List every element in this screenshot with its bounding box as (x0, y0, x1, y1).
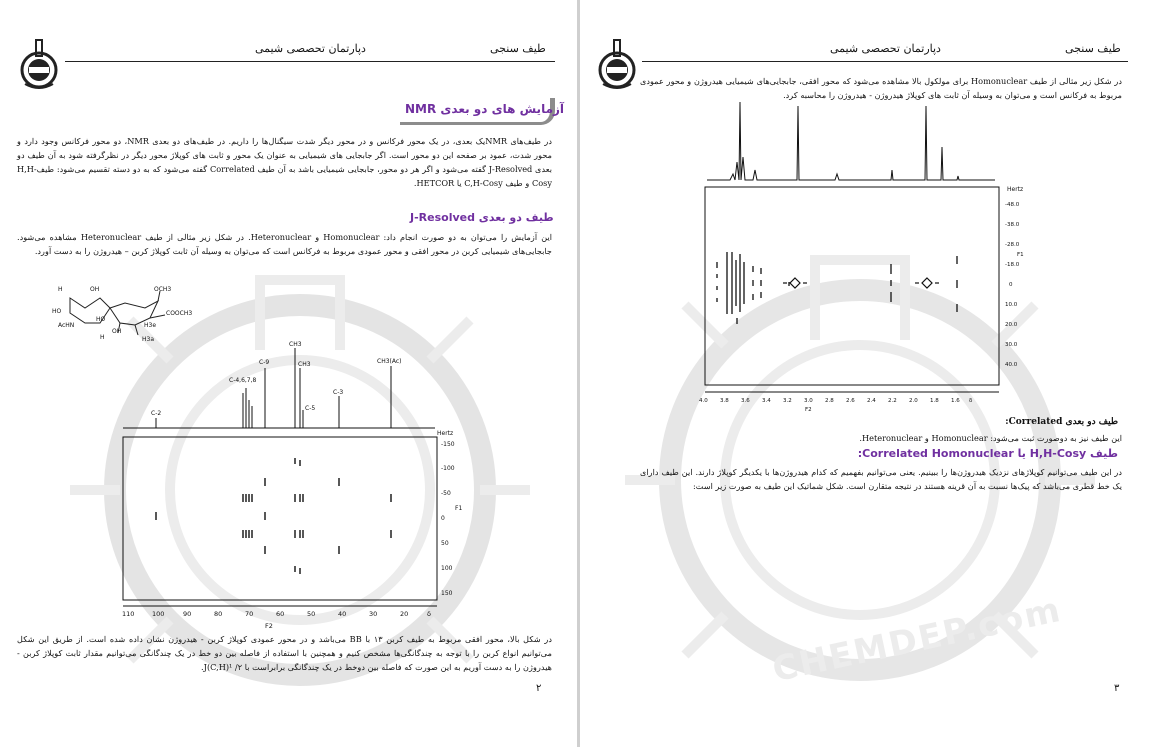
x-tick: 50 (307, 610, 316, 618)
x-tick: 4.0 (699, 398, 708, 404)
y-tick: 10.0 (1005, 302, 1018, 308)
mol-label-h: H (58, 286, 63, 293)
y-axis-ticks (441, 441, 462, 597)
mol-label-h-2: H (100, 334, 105, 341)
paragraph-intro: در طیف‌های NMRیک بعدی، در یک محور فرکانس و در محور دیگر شدت سیگنال‌ها را داریم. در طیف‌های دو بعدی NMR، دو محور فرکانس وجود دارد و محور شدت، عمود بر صفحه این دو محور است. اگر جابجایی های شیمیایی به عنوان یک محور و ثابت های کوپلاژ محور دیگر در نظرگرفته شود به آن طیف دو بعدی J-Resolved گفته می‌شود و اگر هر دو محور، جابجایی شیمیایی باشد به آن طیف Correlated گفته می‌شود که به دو دسته تقسیم می‌شود: طیفH,H-Cosy و طیف C,H-Cosy یا HETCOR. (17, 136, 553, 188)
header-department: دپارتمان تحصصی شیمی (255, 42, 366, 55)
chemdep-logo-icon (20, 40, 58, 90)
mol-label-oh: OH (90, 286, 100, 293)
y-tick: -48.0 (1005, 202, 1020, 208)
x-tick: 90 (183, 610, 192, 618)
f2-axis-label: F2 (265, 622, 273, 630)
y-tick: 150 (441, 590, 453, 597)
y-tick: 30.0 (1005, 342, 1018, 348)
x-tick: 2.8 (825, 398, 834, 404)
peak-label-c5: C-5 (305, 405, 316, 412)
y-tick: -150 (441, 441, 455, 448)
j-resolved-spectrum-chart (115, 338, 465, 632)
y-tick: 0 (1009, 282, 1013, 288)
y-tick: 20.0 (1005, 322, 1018, 328)
f1-axis-label: F1 (455, 505, 463, 512)
y-tick: -100 (441, 465, 455, 472)
paragraph-correlated: این طیف نیز به دوصورت ثبت می‌شود: Homonuclear و Heteronuclear. (859, 433, 1122, 443)
page-3 (580, 0, 1156, 747)
mol-label-ho-2: HO (96, 316, 106, 323)
x-tick: 1.6 (951, 398, 960, 404)
header-department: دپارتمان تحصصی شیمی (830, 42, 941, 55)
header-subject: طیف سنجی (490, 42, 546, 55)
molecule-structure-figure (50, 283, 210, 345)
x-tick: 110 (122, 610, 135, 618)
homonuclear-spectrum-chart (699, 102, 1025, 414)
y-tick: 0 (441, 515, 445, 522)
x-axis-ticks (699, 398, 973, 413)
x-tick: 30 (369, 610, 378, 618)
mol-label-oh-2: OH (112, 328, 122, 335)
y-tick: 100 (441, 565, 453, 572)
hertz-label: Hertz (437, 430, 454, 437)
page-number: ۳ (1114, 683, 1120, 694)
page-number: ۲ (536, 683, 542, 694)
paragraph-homonuclear: در شکل زیر مثالی از طیف Homonuclear برای مولکول بالا مشاهده می‌شود که محور افقی، جابجایی‌های شیمیایی هیدروژن و محور عمودی مربوط به فرکانس است و می‌توان به وسیله آن ثابت های کوپلاژ هیدروژن - هیدروژن را محاسبه کرد. (640, 76, 1122, 100)
y-tick: 40.0 (1005, 362, 1018, 368)
x-tick: 3.2 (783, 398, 792, 404)
mol-label-och3: OCH3 (154, 286, 172, 293)
paragraph-figure-explanation: در شکل بالا، محور افقی مربوط به طیف کربن ۱۳ با BB می‌باشد و در محور عمودی کوپلاژ کربن - هیدروژن نشان داده شده است. از طریق این شکل می‌توانیم انواع کربن را با توجه به چندگانگی‌ها مشخص کنیم و همچنین با استفاده از فاصله بین دو خط در یک چندگانگی می‌توانیم مقدار ثابت کوپلاژ کربن - هیدروژن را به دست آوریم به این صورت که فاصله بین دوخط در یک چندگانگی برابراست با ۲/ J(C,H)¹. (17, 634, 552, 672)
correlated-title: طیف دو بعدی Correlated: (1005, 417, 1118, 427)
hertz-label: Hertz (1007, 186, 1024, 193)
x-tick: δ (969, 398, 973, 404)
cosy-title: طیف H,H-Cosy یا Correlated Homonuclear: (857, 447, 1118, 460)
page-2 (0, 0, 577, 747)
peak-label-ch3-a: CH3 (289, 341, 302, 348)
paragraph-cosy: در این طیف می‌توانیم کوپلاژهای نزدیک هیدروژن‌ها را ببینیم. یعنی می‌توانیم بفهمیم که کدام هیدروژن‌ها با یکدیگر کوپلاژ دارند. این طیف دارای یک خط قطری می‌باشد که پیک‌ها نسبت به آن قرینه هستند در نتیجه متقارن است. شکل شماتیک این طیف به صورت زیر است: (640, 467, 1122, 491)
subsection-title: طیف دو بعدی J-Resolved (410, 211, 554, 224)
peak-label-ch3-b: CH3 (298, 361, 311, 368)
x-tick: 3.0 (804, 398, 813, 404)
mol-label-cooch3: COOCH3 (166, 310, 193, 317)
y-tick: -50 (441, 490, 451, 497)
peak-label-ch3ac: CH3(Ac) (377, 358, 402, 365)
mol-label-h3a: H3a (142, 336, 155, 343)
x-tick: δ (427, 610, 431, 618)
x-tick: 2.6 (846, 398, 855, 404)
watermark-text: CHEMDEP.com (769, 589, 1066, 691)
y-tick: -18.0 (1005, 262, 1020, 268)
y-tick: -28.0 (1005, 242, 1020, 248)
x-tick: 1.8 (930, 398, 939, 404)
x-tick: 3.6 (741, 398, 750, 404)
peak-label-c3: C-3 (333, 389, 344, 396)
f2-axis-label: F2 (805, 407, 812, 413)
peak-label-c9: C-9 (259, 359, 270, 366)
header-rule (642, 61, 1128, 62)
header-subject: طیف سنجی (1065, 42, 1121, 55)
mol-label-h3e: H3e (144, 322, 157, 329)
chemdep-logo-icon (598, 40, 636, 90)
x-tick: 80 (214, 610, 223, 618)
header-rule (65, 61, 555, 62)
x-tick: 70 (245, 610, 254, 618)
paragraph-j-resolved: این آزمایش را می‌توان به دو صورت انجام داد: Homonuclear و Heteronuclear. در شکل زیر مثالی از طیف Heteronuclear مشاهده می‌شود. جابجایی‌های شیمیایی کربن در محور افقی و محور عمودی مربوط به فرکانس است که می‌توان به وسیله آن ثابت کوپلاژ کربن – هیدروژن را به دست آورد. (17, 232, 553, 256)
x-tick: 2.4 (867, 398, 876, 404)
x-tick: 60 (276, 610, 285, 618)
x-tick: 20 (400, 610, 409, 618)
mol-label-achn: AcHN (58, 322, 75, 329)
peak-label-c2: C-2 (151, 410, 162, 417)
y-axis-ticks (1005, 202, 1024, 368)
y-tick: -38.0 (1005, 222, 1020, 228)
x-tick: 2.0 (909, 398, 918, 404)
x-tick: 100 (152, 610, 165, 618)
x-tick: 3.4 (762, 398, 771, 404)
x-tick: 2.2 (888, 398, 897, 404)
section-title: آزمایش های دو بعدی NMR (405, 102, 565, 116)
peak-label-c4678: C-4,6,7,8 (229, 377, 257, 384)
x-axis-ticks (122, 610, 431, 630)
x-tick: 3.8 (720, 398, 729, 404)
mol-label-ho: HO (52, 308, 62, 315)
y-tick: 50 (441, 540, 449, 547)
f1-axis-label: F1 (1017, 252, 1024, 258)
x-tick: 40 (338, 610, 347, 618)
